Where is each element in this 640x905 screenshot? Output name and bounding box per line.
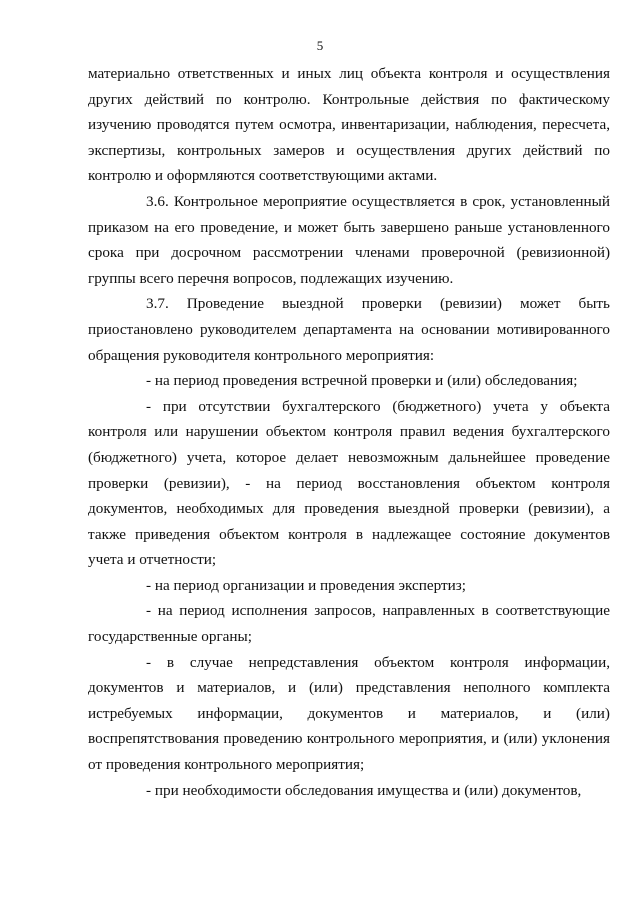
- list-item-expertise: - на период организации и проведения экспертиз;: [146, 576, 466, 594]
- page-number: 5: [316, 38, 324, 53]
- list-item-requests: - на период исполнения запросов, направленных в соответствующие государственные органы;: [88, 602, 610, 646]
- list-item-accounting-absence: - при отсутствии бухгалтерского (бюджетного) учета у объекта контроля или нарушении объектом контроля правил ведения бухгалтерского (бюджетного) учета, которое делает невозможным дальнейшее проведение проверки (ревизии), - на период восстановления объектом контроля документов, необходимых для проведения выездной проверки (ревизии), а также приведения объектом контроля в надлежащее состояние документов учета и отчетности;: [88, 397, 610, 569]
- list-item-non-submission: - в случае непредставления объектом контроля информации, документов и материалов, и (или) представления неполного комплекта истребуемых информации, документов и материалов, и (или) воспрепятствования проведению контрольного мероприятия, и (или) уклонения от проведения контрольного мероприятия;: [88, 653, 610, 774]
- document-body: [88, 61, 610, 803]
- paragraph-3-7: 3.7. Проведение выездной проверки (ревизии) может быть приостановлено руководителем департамента на основании мотивированного обращения руководителя контрольного мероприятия:: [88, 295, 610, 364]
- paragraph-3-6: 3.6. Контрольное мероприятие осуществляется в срок, установленный приказом на его проведение, и может быть завершено раньше установленного срока при досрочном рассмотрении членами проверочной (ревизионной) группы всего перечня вопросов, подлежащих изучению.: [88, 192, 610, 287]
- paragraph-continuation: материально ответственных и иных лиц объекта контроля и осуществления других действий по контролю. Контрольные действия по фактическому изучению проводятся путем осмотра, инвентаризации, наблюдения, пересчета, экспертизы, контрольных замеров и осуществления других действий по контролю и оформляются соответствующими актами.: [88, 65, 610, 185]
- list-item-property-inspection: - при необходимости обследования имущества и (или) документов,: [146, 781, 582, 799]
- list-item-counter-inspection: - на период проведения встречной проверки и (или) обследования;: [146, 372, 578, 390]
